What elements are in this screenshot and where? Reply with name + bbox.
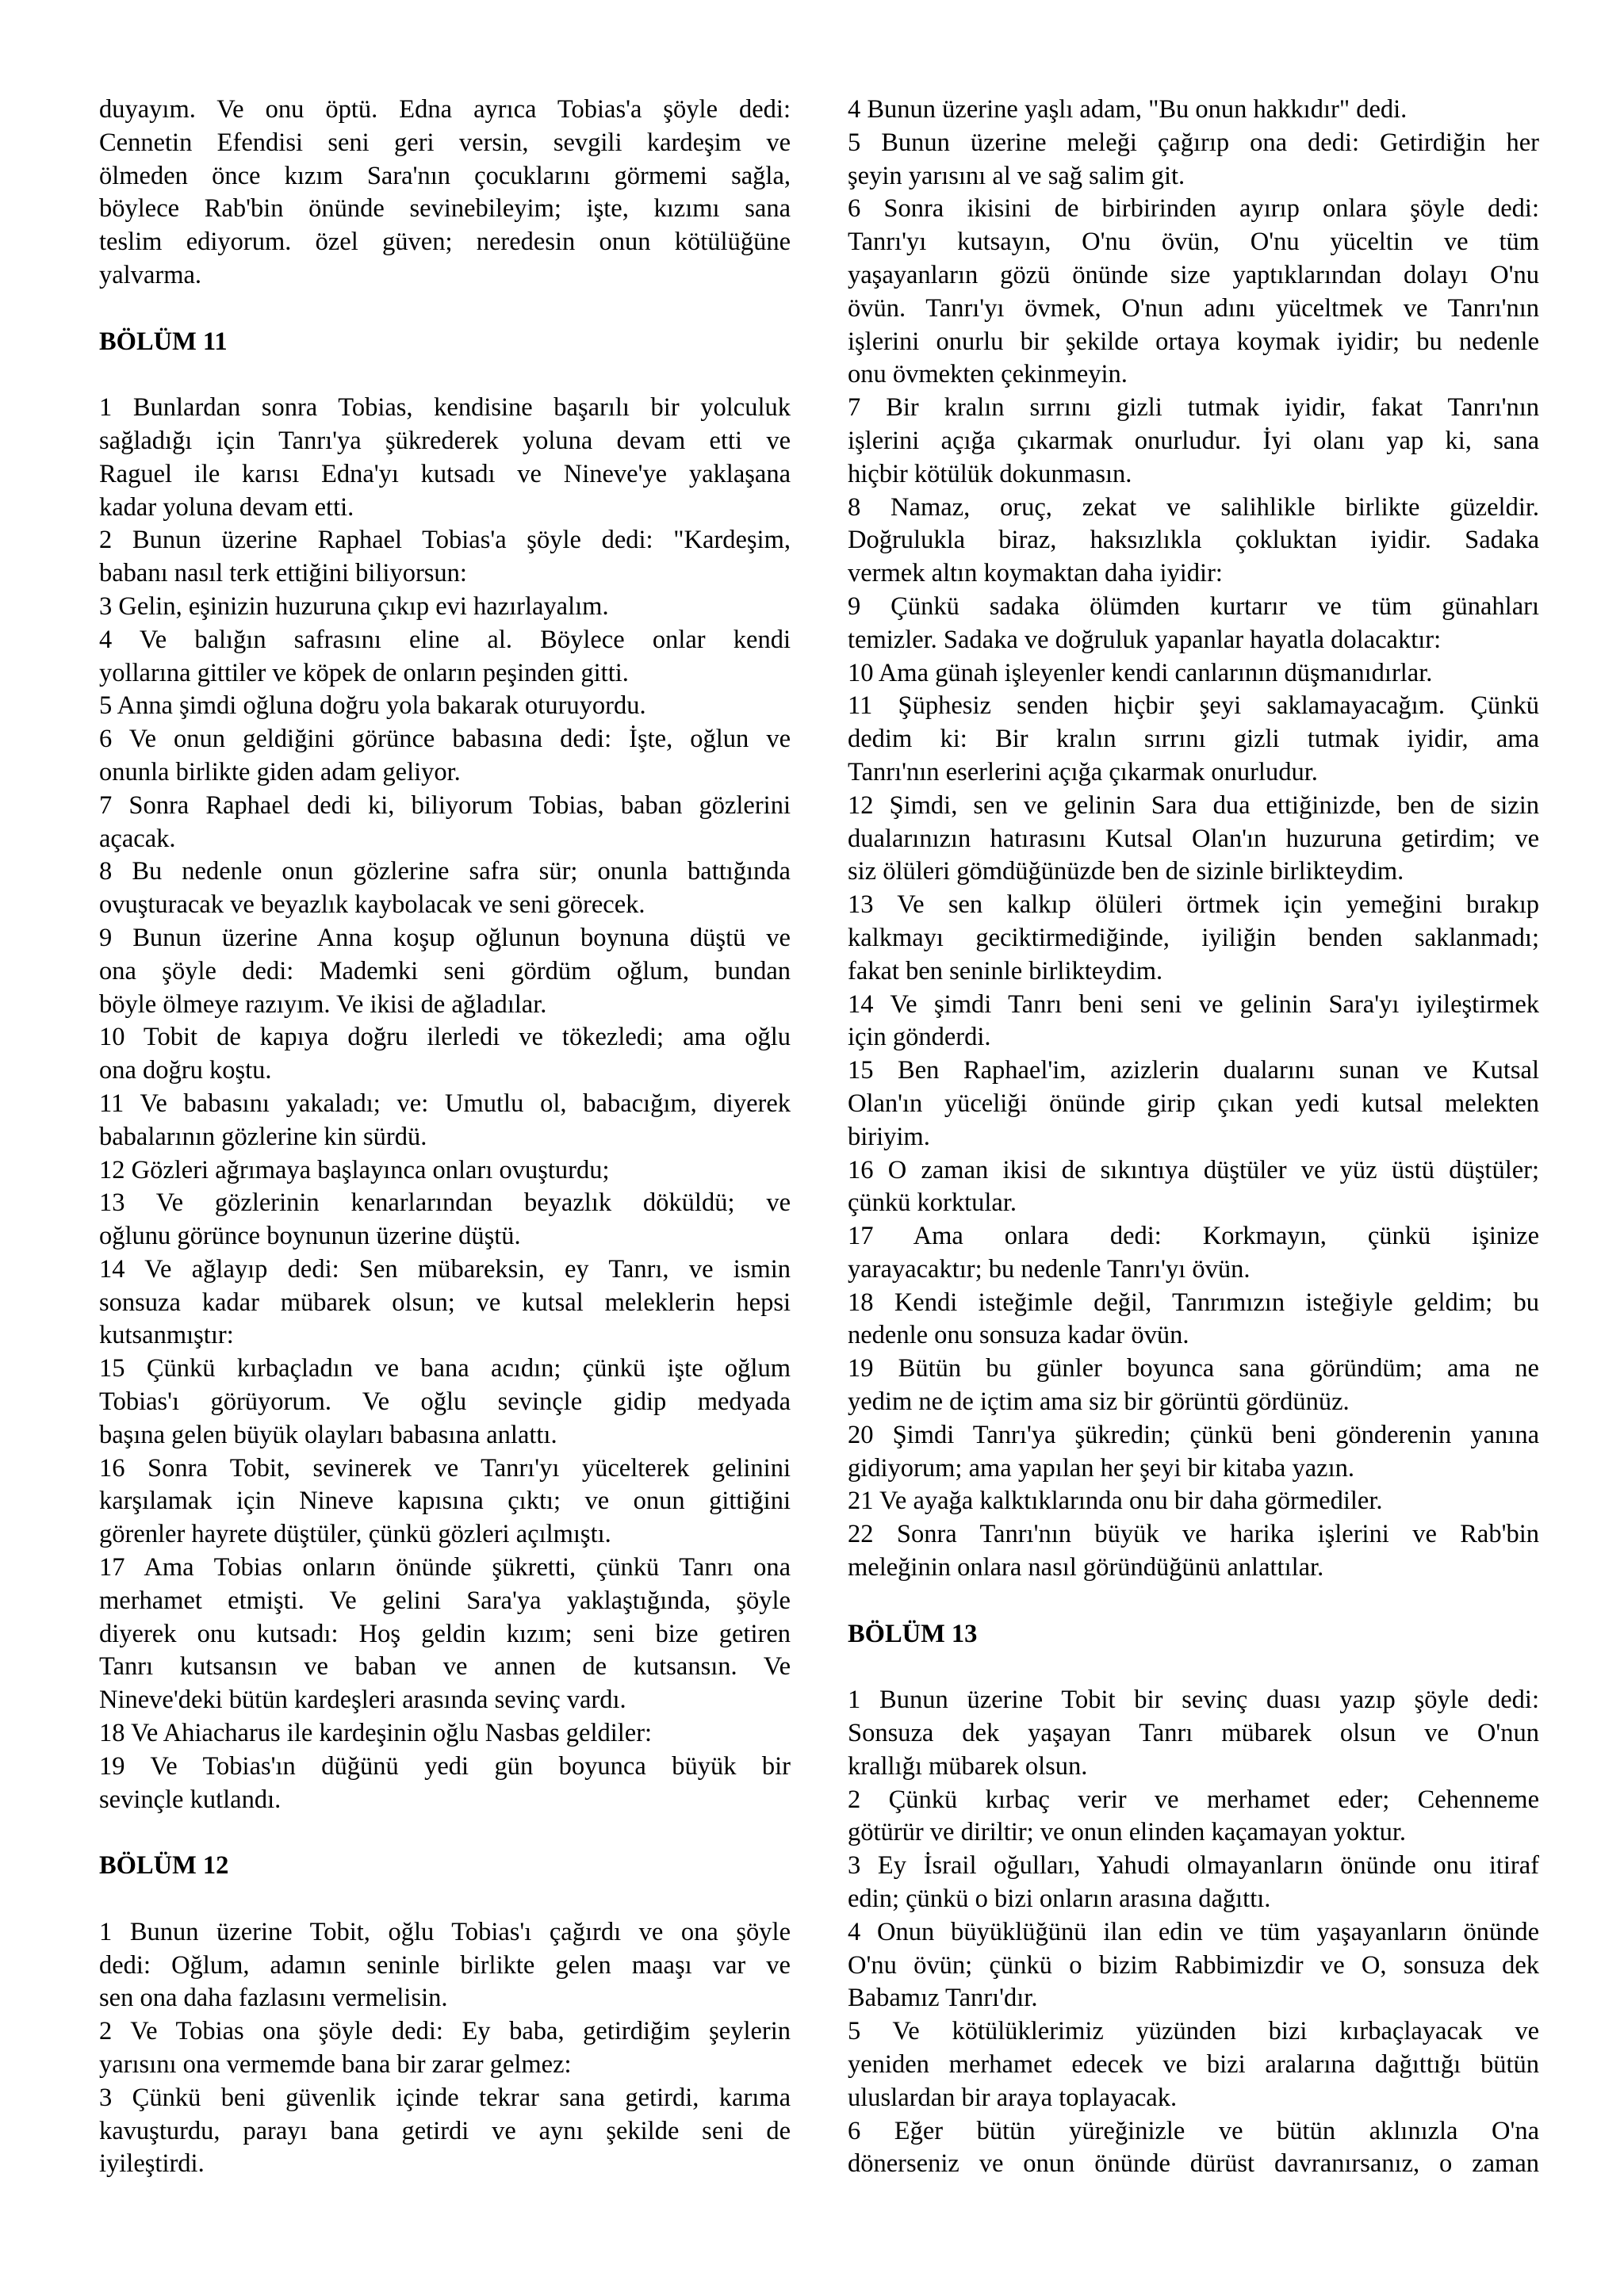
chapter-12-verse-line: fakat ben seninle birlikteydim. [848, 956, 1163, 985]
chapter-11-verse-line: 16 Sonra Tobit, sevinerek ve Tanrı'yı yücelterek gelinini [99, 1453, 791, 1483]
chapter-11-verse-line: 4 Ve balığın safrasını eline al. Böylece onlar kendi [99, 625, 791, 654]
chapter-13-verse-line: 1 Bunun üzerine Tobit bir sevinç duası yazıp şöyle dedi: [848, 1686, 1539, 1715]
chapter-12-verse-line: 2 Ve Tobias ona şöyle dedi: Ey baba, getirdiğim şeylerin [99, 2017, 791, 2046]
chapter-11-verse-line: 11 Ve babasını yakaladı; ve: Umutlu ol, babacığım, diyerek [99, 1089, 791, 1118]
chapter-11-verse-line: sevinçle kutlandı. [99, 1785, 282, 1814]
chapter-11-verse-line: 5 Anna şimdi oğluna doğru yola bakarak oturuyordu. [99, 691, 646, 721]
chapter-12-verse-line: şeyin yarısını al ve sağ salim git. [848, 161, 1185, 190]
chapter-13-verse-line: 4 Onun büyüklüğünü ilan edin ve tüm yaşayanların önünde [848, 1917, 1539, 1946]
intro-paragraph-line: Cennetin Efendisi seni geri versin, sevgili kardeşim ve [99, 128, 791, 157]
chapter-12-verse-line: temizler. Sadaka ve doğruluk yapanlar hayatla dolacaktır: [848, 625, 1442, 654]
chapter-12-verse-line: kalkmayı geciktirmediğinde, iyiliğin benden saklanmadı; [848, 923, 1539, 952]
chapter-11-verse-line: 7 Sonra Raphael dedi ki, biliyorum Tobias, baban gözlerini [99, 790, 791, 820]
chapter-11-verse-line: 17 Ama Tobias onların önünde şükretti, çünkü Tanrı ona [99, 1553, 791, 1582]
paragraph-gap [99, 1816, 791, 1850]
chapter-11-verse-line: yollarına gittiler ve köpek de onların peşinden gitti. [99, 658, 629, 687]
chapter-12-verse-line: 18 Kendi isteğimle değil, Tanrımızın isteğiyle geldim; bu [848, 1288, 1539, 1317]
chapter-11-verse-line: 6 Ve onun geldiğini görünce babasına dedi: İşte, oğlun ve [99, 725, 791, 754]
chapter-12-verse-line: Olan'ın yüceliği önünde girip çıkan yedi kutsal melekten [848, 1089, 1539, 1118]
chapter-12-verse-line: Doğrulukla biraz, haksızlıkla çokluktan iyidir. Sadaka [848, 526, 1539, 555]
chapter-12-verse-line: vermek altın koymaktan daha iyidir: [848, 559, 1223, 588]
chapter-12-verse-line: 7 Bir kralın sırrını gizli tutmak iyidir, fakat Tanrı'nın [848, 393, 1539, 423]
chapter-12-verse-line: 21 Ve ayağa kalktıklarında onu bir daha görmediler. [848, 1487, 1383, 1516]
chapter-13-verse-line: Sonsuza dek yaşayan Tanrı mübarek olsun ve O'nun [848, 1719, 1539, 1748]
chapter-12-verse-line: yarayacaktır; bu nedenle Tanrı'yı övün. [848, 1254, 1251, 1284]
chapter-12-verse-line: 16 O zaman ikisi de sıkıntıya düştüler ve yüz üstü düştüler; [848, 1155, 1539, 1184]
chapter-11-verse-line: 3 Gelin, eşinizin huzuruna çıkıp evi hazırlayalım. [99, 591, 609, 621]
chapter-11-verse-line: diyerek onu kutsadı: Hoş geldin kızım; seni bize getiren [99, 1619, 791, 1648]
chapter-11-verse-line: 1 Bunlardan sonra Tobias, kendisine başarılı bir yolculuk [99, 393, 791, 423]
chapter-11-verse-line: ona şöyle dedi: Mademki seni gördüm oğlum, bundan [99, 956, 791, 985]
chapter-12-verse-line: 1 Bunun üzerine Tobit, oğlu Tobias'ı çağırdı ve ona şöyle [99, 1917, 791, 1946]
chapter-11-verse-line: görenler hayrete düştüler, çünkü gözleri açılmıştı. [99, 1520, 611, 1549]
chapter-11-verse-line: oğlunu görünce boynunun üzerine düştü. [99, 1222, 521, 1251]
chapter-11-verse-line: ona doğru koştu. [99, 1056, 272, 1085]
chapter-13-verse-line: 5 Ve kötülüklerimiz yüzünden bizi kırbaçlayacak ve [848, 2017, 1539, 2046]
chapter-11-verse-line: ovuşturacak ve beyazlık kaybolacak ve seni görecek. [99, 890, 645, 920]
chapter-12-verse-line: meleğinin onlara nasıl göründüğünü anlattılar. [848, 1553, 1324, 1582]
chapter-12-verse-line: 17 Ama onlara dedi: Korkmayın, çünkü işinize [848, 1222, 1539, 1251]
chapter-12-verse-line: övün. Tanrı'yı övmek, O'nun adını yüceltmek ve Tanrı'nın [848, 293, 1539, 323]
chapter-12-verse-line: sen ona daha fazlasını vermelisin. [99, 1984, 448, 2013]
chapter-12-verse-line: yedim ne de içtim ama siz bir görüntü gördünüz. [848, 1387, 1350, 1417]
chapter-12-verse-line: hiçbir kötülük dokunmasın. [848, 459, 1132, 488]
chapter-12-verse-line: 13 Ve sen kalkıp ölüleri örtmek için yemeğini bırakıp [848, 890, 1539, 920]
chapter-12-verse-line: işlerini açığa çıkarmak onurludur. İyi olanı yap ki, sana [848, 426, 1539, 455]
chapter-11-verse-line: kadar yoluna devam etti. [99, 492, 354, 522]
chapter-11-verse-line: 12 Gözleri ağrımaya başlayınca onları ovuşturdu; [99, 1155, 610, 1184]
chapter-11-verse-line: sağladığı için Tanrı'ya şükrederek yoluna devam etti ve [99, 426, 791, 455]
chapter-12-verse-line: Tanrı'yı kutsayın, O'nu övün, O'nu yüceltin ve tüm [848, 228, 1539, 257]
chapter-11-verse-line: Tanrı kutsansın ve baban ve annen de kutsansın. Ve [99, 1652, 791, 1682]
chapter-12-verse-line: dedi: Oğlum, adamın seninle birlikte gelen maaşı var ve [99, 1950, 791, 1980]
chapter-11-verse-line: 10 Tobit de kapıya doğru ilerledi ve tökezledi; ama oğlu [99, 1023, 791, 1052]
chapter-13-heading: BÖLÜM 13 [848, 1619, 978, 1648]
chapter-11-verse-line: onunla birlikte giden adam geliyor. [99, 757, 461, 786]
chapter-12-verse-line: 6 Sonra ikisini de birbirinden ayırıp onlara şöyle dedi: [848, 194, 1539, 224]
chapter-13-verse-line: Babamız Tanrı'dır. [848, 1984, 1038, 2013]
chapter-12-verse-line: işlerini onurlu bir şekilde ortaya koymak iyidir; bu nedenle [848, 327, 1539, 356]
intro-paragraph-line: yalvarma. [99, 260, 202, 289]
chapter-11-verse-line: Nineve'deki bütün kardeşleri arasında sevinç vardı. [99, 1686, 626, 1715]
chapter-11-verse-line: kutsanmıştır: [99, 1321, 234, 1350]
chapter-13-verse-line: edin; çünkü o bizi onların arasına dağıttı. [848, 1885, 1271, 1914]
chapter-11-verse-line: 18 Ve Ahiacharus ile kardeşinin oğlu Nasbas geldiler: [99, 1719, 653, 1748]
chapter-11-verse-line: 15 Çünkü kırbaçladın ve bana acıdın; çünkü işte oğlum [99, 1354, 791, 1383]
chapter-13-verse-line: 6 Eğer bütün yüreğinizle ve bütün aklınızla O'na [848, 2116, 1539, 2145]
chapter-13-verse-line: 3 Ey İsrail oğulları, Yahudi olmayanların önünde onu itiraf [848, 1851, 1539, 1881]
chapter-12-verse-line: yaşayanların gözü önünde size yaptıklarından dolayı O'nu [848, 260, 1539, 289]
chapter-11-verse-line: babalarının gözlerine kin sürdü. [99, 1122, 427, 1151]
chapter-11-verse-line: 14 Ve ağlayıp dedi: Sen mübareksin, ey Tanrı, ve ismin [99, 1254, 791, 1284]
intro-paragraph-line: teslim ediyorum. özel güven; neredesin onun kötülüğüne [99, 228, 791, 257]
chapter-11-verse-line: 2 Bunun üzerine Raphael Tobias'a şöyle dedi: "Kardeşim, [99, 526, 791, 555]
chapter-12-verse-line: iyileştirdi. [99, 2149, 205, 2179]
chapter-12-verse-line: 11 Şüphesiz senden hiçbir şeyi saklamayacağım. Çünkü [848, 691, 1539, 721]
chapter-12-verse-line: 8 Namaz, oruç, zekat ve salihlikle birlikte güzeldir. [848, 492, 1539, 522]
chapter-11-verse-line: Raguel ile karısı Edna'yı kutsadı ve Nineve'ye yaklaşana [99, 459, 791, 488]
chapter-12-verse-line: siz ölüleri gömdüğünüzde ben de sizinle birlikteydim. [848, 857, 1404, 886]
chapter-12-verse-line: 15 Ben Raphael'im, azizlerin dualarını sunan ve Kutsal [848, 1056, 1539, 1085]
chapter-13-verse-line: krallığı mübarek olsun. [848, 1751, 1088, 1781]
chapter-11-heading: BÖLÜM 11 [99, 327, 228, 356]
chapter-13-verse-line: uluslardan bir araya toplayacak. [848, 2083, 1178, 2112]
chapter-11-verse-line: açacak. [99, 824, 176, 853]
chapter-12-verse-line: 9 Çünkü sadaka ölümden kurtarır ve tüm günahları [848, 591, 1539, 621]
chapter-12-verse-line: 5 Bunun üzerine meleği çağırıp ona dedi: Getirdiğin her [848, 128, 1539, 157]
chapter-11-verse-line: sonsuza kadar mübarek olsun; ve kutsal meleklerin hepsi [99, 1288, 791, 1317]
chapter-12-verse-line: biriyim. [848, 1122, 930, 1151]
chapter-12-verse-line: gidiyorum; ama yapılan her şeyi bir kitaba yazın. [848, 1453, 1354, 1483]
chapter-13-verse-line: götürür ve diriltir; ve onun elinden kaçamayan yoktur. [848, 1818, 1406, 1847]
chapter-11-verse-line: başına gelen büyük olayları babasına anlattı. [99, 1420, 557, 1449]
chapter-12-verse-line: 20 Şimdi Tanrı'ya şükredin; çünkü beni gönderenin yanına [848, 1420, 1539, 1449]
chapter-12-verse-line: onu övmekten çekinmeyin. [848, 360, 1128, 389]
chapter-11-verse-line: merhamet etmişti. Ve gelini Sara'ya yaklaştığında, şöyle [99, 1586, 791, 1615]
chapter-12-verse-line: Tanrı'nın eserlerini açığa çıkarmak onurludur. [848, 757, 1318, 786]
chapter-11-verse-line: 19 Ve Tobias'ın düğünü yedi gün boyunca büyük bir [99, 1751, 791, 1781]
chapter-12-verse-line: dedim ki: Bir kralın sırrını gizli tutmak iyidir, ama [848, 725, 1539, 754]
chapter-12-verse-line: için gönderdi. [848, 1023, 991, 1052]
chapter-12-verse-line: 4 Bunun üzerine yaşlı adam, "Bu onun hakkıdır" dedi. [848, 95, 1408, 124]
intro-paragraph-line: böylece Rab'bin önünde sevinebileyim; işte, kızımı sana [99, 194, 791, 224]
paragraph-gap [99, 1883, 791, 1916]
chapter-12-verse-line: 10 Ama günah işleyenler kendi canlarının düşmanıdırlar. [848, 658, 1433, 687]
chapter-12-verse-line: 22 Sonra Tanrı'nın büyük ve harika işlerini ve Rab'bin [848, 1520, 1539, 1549]
chapter-11-verse-line: Tobias'ı görüyorum. Ve oğlu sevinçle gidip medyada [99, 1387, 791, 1417]
chapter-11-verse-line: 13 Ve gözlerinin kenarlarından beyazlık döküldü; ve [99, 1188, 791, 1218]
intro-paragraph-line: ölmeden önce kızım Sara'nın çocuklarını görmemi sağla, [99, 161, 791, 190]
chapter-11-verse-line: 8 Bu nedenle onun gözlerine safra sür; onunla battığında [99, 857, 791, 886]
chapter-12-verse-line: 14 Ve şimdi Tanrı beni seni ve gelinin Sara'yı iyileştirmek [848, 989, 1539, 1019]
chapter-11-verse-line: böyle ölmeye razıyım. Ve ikisi de ağladılar. [99, 989, 547, 1019]
chapter-12-verse-line: 3 Çünkü beni güvenlik içinde tekrar sana getirdi, karıma [99, 2083, 791, 2112]
chapter-11-verse-line: karşılamak için Nineve kapısına çıktı; ve onun gittiğini [99, 1487, 791, 1516]
chapter-12-verse-line: nedenle onu sonsuza kadar övün. [848, 1321, 1189, 1350]
chapter-12-verse-line: yarısını ona vermemde bana bir zarar gelmez: [99, 2050, 572, 2080]
left-column [99, 94, 791, 2181]
paragraph-gap [99, 293, 791, 326]
paragraph-gap [99, 358, 791, 392]
chapter-11-verse-line: babanı nasıl terk ettiğini biliyorsun: [99, 559, 467, 588]
chapter-13-verse-line: yeniden merhamet edecek ve bizi aralarına dağıttığı bütün [848, 2050, 1539, 2080]
chapter-11-verse-line: 9 Bunun üzerine Anna koşup oğlunun boynuna düştü ve [99, 923, 791, 952]
chapter-13-verse-line: 2 Çünkü kırbaç verir ve merhamet eder; Cehenneme [848, 1785, 1539, 1814]
chapter-12-heading: BÖLÜM 12 [99, 1851, 229, 1881]
chapter-12-verse-line: çünkü korktular. [848, 1188, 1017, 1218]
chapter-12-verse-line: kavuşturdu, parayı bana getirdi ve aynı şekilde seni de [99, 2116, 791, 2145]
right-column [848, 94, 1539, 2181]
paragraph-gap [848, 1585, 1539, 1618]
chapter-12-verse-line: 12 Şimdi, sen ve gelinin Sara dua ettiğinizde, ben de sizin [848, 790, 1539, 820]
chapter-13-verse-line: dönerseniz ve onun önünde dürüst davranırsanız, o zaman [848, 2149, 1539, 2179]
paragraph-gap [848, 1651, 1539, 1684]
chapter-12-verse-line: dualarınızın hatırasını Kutsal Olan'ın huzuruna getirdim; ve [848, 824, 1539, 853]
chapter-13-verse-line: O'nu övün; çünkü o bizim Rabbimizdir ve O, sonsuza dek [848, 1950, 1539, 1980]
intro-paragraph-line: duyayım. Ve onu öptü. Edna ayrıca Tobias'a şöyle dedi: [99, 95, 791, 124]
chapter-12-verse-line: 19 Bütün bu günler boyunca sana göründüm; ama ne [848, 1354, 1539, 1383]
